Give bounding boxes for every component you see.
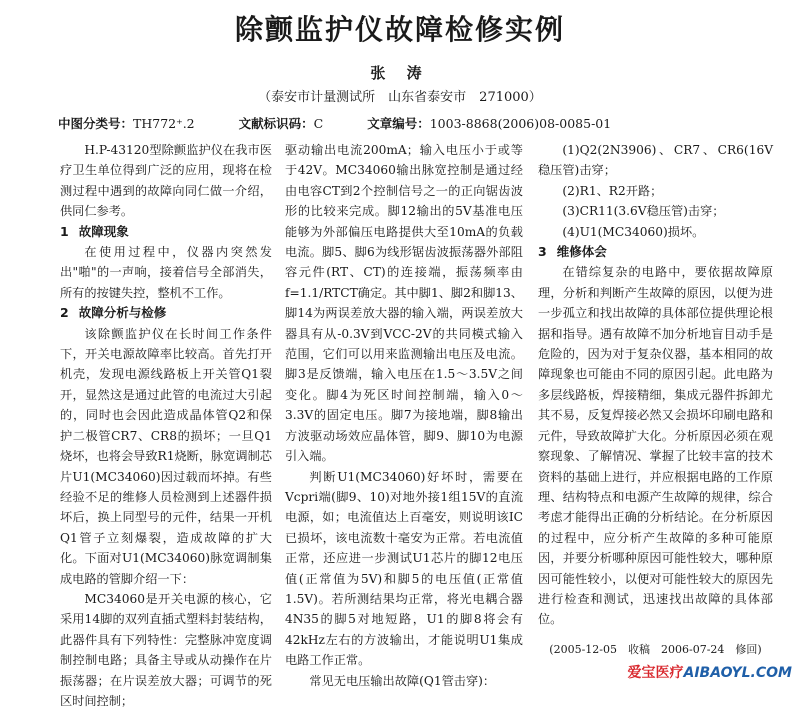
article-title: 除颤监护仪故障检修实例: [234, 13, 565, 46]
body-paragraph: 在错综复杂的电路中，要依据故障原理，分析和判断产生故障的原因，以便为进一步孤立和找出故障的具体部位提供理论根据和指导。遇有故障不加分析地盲目动手是危险的，因为对于复杂仪器，基本相同的故障现象也可能由不同的原因引起。此电路为多层线路板，焊接精细，集成元器件拆卸尤其不易，反复焊接必然又会损坏印刷电路和元件，导致故障扩大化。分析原因必须在观察现象、了解情况、掌握了比较丰富的技术资料的基础上进行，并应根据电路的工作原理、结构特点和电源产生故障的规律，综合考虑才能得出正确的分析结论。在分析原因的过程中，应分析产生故障的多种可能原因，并要分析哪种原因可能性较大，哪种原因可能性较小，以便对可能性较大的原因先进行检查和测试，迅速找出故障的具体部位。: [538, 265, 773, 627]
section-heading: 3 维修体会: [538, 244, 607, 260]
column-right: [538, 140, 773, 660]
body-paragraph: MC34060是开关电源的核心，它采用14脚的双列直插式塑料封装结构，此器件具有下列特性：完整脉冲宽度调制控制电路；具备主导或从动操作在片振荡器；在片误差放大器；可调节的死区时间控制；: [60, 591, 272, 708]
list-item: (1)Q2(2N3906)、CR7、CR6(16V稳压管)击穿；: [538, 143, 773, 178]
list-item: (3)CR11(3.6V稳压管)击穿；: [562, 204, 725, 219]
body-paragraph: 该除颤监护仪在长时间工作条件下，开关电源故障率比较高。首先打开机壳，发现电源线路板上开关管Q1裂开，显然这是通过此管的电流过大引起的，同时也会因此造成晶体管Q2和保护二极管CR7、CR8的损坏；一旦Q1烧坏，也将会导致R1烧断，脉宽调制芯片U1(MC34060)因过载而坏掉。有些经验不足的维修人员检测到上述器件损坏后，换上同型号的元件，结果一开机Q1管子立刻爆裂，造成故障的扩大化。下面对U1(MC34060)脉宽调制集成电路的管脚介绍一下：: [60, 326, 272, 586]
column-left: [60, 140, 272, 711]
column-middle: [285, 140, 523, 691]
intro-paragraph: H.P-43120型除颤监护仪在我市医疗卫生单位得到广泛的应用，现将在检测过程中遇到的故障向同仁做一介绍，供同仁参考。: [60, 143, 272, 219]
article-meta: 中图分类号：TH772⁺.2 文献标识码：C 文章编号：1003-8868(2006)08-0085-01: [58, 116, 612, 131]
affiliation: （泰安市计量测试所 山东省泰安市 271000）: [258, 90, 542, 105]
list-item: (2)R1、R2开路；: [562, 183, 663, 198]
author: 张 涛: [370, 64, 430, 82]
body-paragraph: 驱动输出电流200mA；输入电压小于或等于42V。MC34060输出脉宽控制是通过经由电容CT到2个控制信号之一的正向锯齿波形的比较来完成。脚12输出的5V基准电压能够为外部偏压电路提供大至10mA的负载电流。脚5、脚6为线形锯齿波振荡器外部阻容元件(RT、CT)的连接端，振荡频率由f=1.1/RTCT确定。其中脚1、脚2和脚13、脚14为两误差放大器的输入端，两误差放大器具有从-0.3V到VCC-2V的共同模式输入范围，它们可以用来监测输出电压及电流。脚3是反馈端，输入电压在1.5～3.5V之间变化。脚4为死区时间控制端，输入0～3.3V的固定电压。脚7为接地端，脚8输出方波驱动场效应晶体管，脚9、脚10为电源引入端。: [285, 143, 523, 464]
section-heading: 2 故障分析与检修: [60, 305, 167, 321]
received-dates: (2005-12-05 收稿 2006-07-24 修回): [549, 642, 762, 656]
body-paragraph: 常见无电压输出故障(Q1管击穿)：: [309, 673, 496, 688]
body-paragraph: 判断U1(MC34060)好坏时，需要在Vcpri端(脚9、10)对地外接1组15V的直流电源，如；电流值达上百毫安，则说明该IC已损坏，该电流数十毫安为正常。若电流值正常，还应进一步测试U1芯片的脚12电压值(正常值为5V)和脚5的电压值(正常值1.5V)。若所测结果均正常，将光电耦合器4N35的脚5对地短路，U1的脚8将会有42kHz左右的方波输出，才能说明U1集成电路工作正常。: [285, 469, 523, 668]
section-heading: 1 故障现象: [60, 223, 129, 239]
watermark-logo: 爱宝医疗AIBAOYL.COM: [627, 665, 792, 681]
list-item: (4)U1(MC34060)损坏。: [562, 224, 705, 239]
body-paragraph: 在使用过程中，仪器内突然发出"啪"的一声响，接着信号全部消失，所有的按键失控，整机不工作。: [60, 245, 272, 300]
